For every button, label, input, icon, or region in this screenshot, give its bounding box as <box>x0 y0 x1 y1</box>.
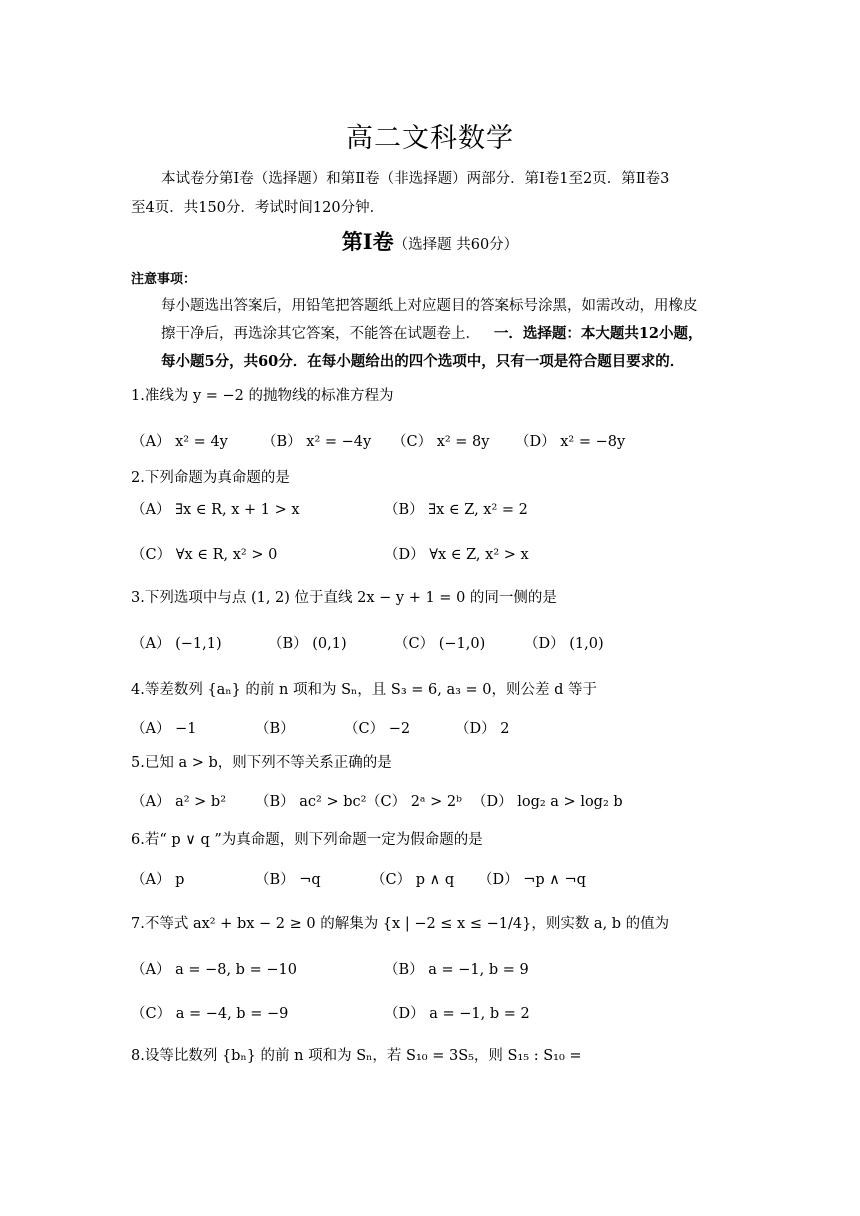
question-1-option-a: （A） x² = 4y <box>131 434 228 450</box>
section-one-heading: 一．选择题：本大题共12小题， <box>493 325 703 342</box>
question-3-option-c: （C） (−1,0) <box>394 636 486 652</box>
question-4-option-c: （C） −2 <box>344 721 411 737</box>
question-6-option-a: （A） p <box>131 872 185 888</box>
question-5-option-d: （D） log₂ a > log₂ b <box>472 794 623 810</box>
question-1-option-d: （D） x² = −8y <box>515 434 626 450</box>
question-6-option-d: （D） ¬p ∧ ¬q <box>478 872 586 888</box>
question-5-option-b: （B） ac² > bc² <box>255 794 367 810</box>
question-2-option-d: （D） ∀x ∈ Z, x² > x <box>384 547 529 563</box>
question-2-option-a: （A） ∃x ∈ R, x + 1 > x <box>131 502 300 518</box>
notes-line-2 <box>161 322 703 343</box>
question-6-option-c: （C） p ∧ q <box>371 872 455 888</box>
question-3-option-d: （D） (1,0) <box>524 636 604 652</box>
notes-heading: 注意事项： <box>131 272 197 287</box>
question-3-option-a: （A） (−1,1) <box>131 636 222 652</box>
question-7-option-c: （C） a = −4, b = −9 <box>131 1006 289 1022</box>
question-8-stem: 8.设等比数列 {bₙ} 的前 n 项和为 Sₙ，若 S₁₀ = 3S₅，则 S₁₅ : S₁₀ = <box>131 1048 582 1064</box>
question-3-option-b: （B） (0,1) <box>268 636 347 652</box>
question-4-option-d: （D） 2 <box>455 721 510 737</box>
page-title: 高二文科数学 <box>346 123 514 154</box>
question-2-option-b: （B） ∃x ∈ Z, x² = 2 <box>384 502 528 518</box>
question-1-option-b: （B） x² = −4y <box>262 434 372 450</box>
question-2-option-c: （C） ∀x ∈ R, x² > 0 <box>131 547 278 563</box>
question-3-stem: 3.下列选项中与点 (1, 2) 位于直线 2x − y + 1 = 0 的同一侧的是 <box>131 590 557 606</box>
question-1-option-c: （C） x² = 8y <box>392 434 490 450</box>
section-subtitle: （选择题 共60分） <box>393 237 519 253</box>
question-5-stem: 5.已知 a > b，则下列不等关系正确的是 <box>131 755 392 771</box>
question-7-option-b: （B） a = −1, b = 9 <box>384 962 529 978</box>
question-7-stem: 7.不等式 ax² + bx − 2 ≥ 0 的解集为 {x | −2 ≤ x ≤ −1/4}，则实数 a, b 的值为 <box>131 916 670 932</box>
question-4-stem: 4.等差数列 {aₙ} 的前 n 项和为 Sₙ，且 S₃ = 6, a₃ = 0，则公差 d 等于 <box>131 682 598 698</box>
question-6-stem: 6.若“ p ∨ q ”为真命题，则下列命题一定为假命题的是 <box>131 832 483 848</box>
section-heading <box>0 226 860 256</box>
intro-line-1: 本试卷分第Ⅰ卷（选择题）和第Ⅱ卷（非选择题）两部分．第Ⅰ卷1至2页．第Ⅱ卷3 <box>161 171 670 187</box>
notes-line-1: 每小题选出答案后，用铅笔把答题纸上对应题目的答案标号涂黑，如需改动，用橡皮 <box>161 298 698 314</box>
question-2-stem: 2.下列命题为真命题的是 <box>131 470 290 486</box>
question-7-option-d: （D） a = −1, b = 2 <box>384 1006 530 1022</box>
notes-line-3: 每小题5分，共60分．在每小题给出的四个选项中，只有一项是符合题目要求的． <box>161 353 685 370</box>
question-6-option-b: （B） ¬q <box>255 872 321 888</box>
question-1-stem: 1.准线为 y = −2 的抛物线的标准方程为 <box>131 388 394 404</box>
intro-line-2: 至4页．共150分．考试时间120分钟． <box>131 200 385 216</box>
question-5-option-a: （A） a² > b² <box>131 794 227 810</box>
question-4-option-b: （B） <box>255 721 295 737</box>
notes-line-2-text: 擦干净后，再选涂其它答案，不能答在试题卷上． <box>161 326 480 342</box>
question-4-option-a: （A） −1 <box>131 721 197 737</box>
section-title: 第Ⅰ卷 <box>341 229 394 254</box>
question-5-option-c: （C） 2ᵃ > 2ᵇ <box>366 794 462 810</box>
question-7-option-a: （A） a = −8, b = −10 <box>131 962 297 978</box>
